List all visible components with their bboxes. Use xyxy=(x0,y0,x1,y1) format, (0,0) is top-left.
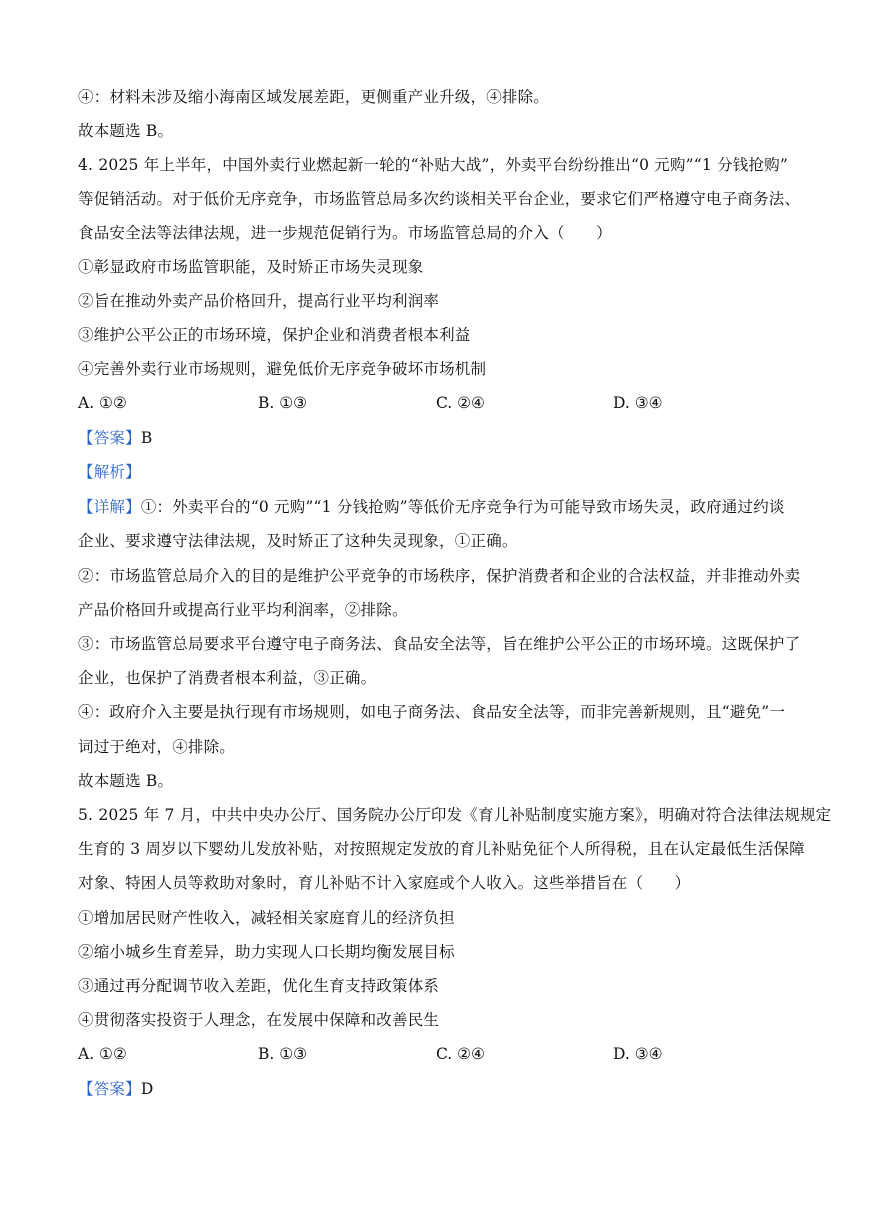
q4-option-b: B. ①③ xyxy=(258,394,308,412)
q5-item-1: ①增加居民财产性收入，减轻相关家庭育儿的经济负担 xyxy=(78,909,455,927)
q4-item-4: ④完善外卖行业市场规则，避免低价无序竞争破坏市场机制 xyxy=(78,360,487,378)
q4-detail-line-2: 企业、要求遵守法律法规，及时矫正了这种失灵现象，①正确。 xyxy=(78,532,518,550)
answer-tag: 【答案】 xyxy=(78,429,141,447)
q3-conclusion: 故本题选 B。 xyxy=(78,122,174,140)
q5-item-2: ②缩小城乡生育差异，助力实现人口长期均衡发展目标 xyxy=(78,943,455,961)
q4-stem-line-2: 等促销活动。对于低价无序竞争，市场监管总局多次约谈相关平台企业，要求它们严格遵守电子商务法、 xyxy=(78,190,801,208)
q4-analysis-heading xyxy=(78,461,141,483)
q4-detail-line-4: 产品价格回升或提高行业平均利润率，②排除。 xyxy=(78,601,408,619)
q4-option-d: D. ③④ xyxy=(613,394,663,412)
answer-value: D xyxy=(140,1080,154,1098)
q4-conclusion: 故本题选 B。 xyxy=(78,772,174,790)
q4-item-2: ②旨在推动外卖产品价格回升，提高行业平均利润率 xyxy=(78,292,440,310)
q4-detail-line-3: ②：市场监管总局介入的目的是维护公平竞争的市场秩序，保护消费者和企业的合法权益，并非推动外卖 xyxy=(78,567,801,585)
answer-value: B xyxy=(140,429,153,447)
q4-answer xyxy=(78,427,152,449)
q3-analysis-line-4: ④：材料未涉及缩小海南区域发展差距，更侧重产业升级，④排除。 xyxy=(78,88,550,106)
q4-item-1: ①彰显政府市场监管职能，及时矫正市场失灵现象 xyxy=(78,258,424,276)
analysis-tag: 【解析】 xyxy=(78,463,141,481)
q5-stem-line-2: 生育的 3 周岁以下婴幼儿发放补贴，对按照规定发放的育儿补贴免征个人所得税，且在认定最低生活保障 xyxy=(78,840,805,858)
q5-option-a: A. ①② xyxy=(78,1045,127,1063)
q4-stem-line-3: 食品安全法等法律法规，进一步规范促销行为。市场监管总局的介入（ ） xyxy=(78,224,612,242)
q5-option-b: B. ①③ xyxy=(258,1045,308,1063)
q4-detail-text-1: ①：外卖平台的“0 元购”“1 分钱抢购”等低价无序竞争行为可能导致市场失灵，政府通过约谈 xyxy=(140,498,785,516)
q4-option-a: A. ①② xyxy=(78,394,127,412)
answer-tag: 【答案】 xyxy=(78,1080,141,1098)
q5-stem-line-1: 5. 2025 年 7 月，中共中央办公厅、国务院办公厅印发《育儿补贴制度实施方案》，明确对符合法律法规规定 xyxy=(78,806,832,824)
q4-detail-line-5: ③：市场监管总局要求平台遵守电子商务法、食品安全法等，旨在维护公平公正的市场环境。这既保护了 xyxy=(78,635,801,653)
q4-item-3: ③维护公平公正的市场环境，保护企业和消费者根本利益 xyxy=(78,326,471,344)
detail-tag: 【详解】 xyxy=(78,498,141,516)
q5-option-d: D. ③④ xyxy=(613,1045,663,1063)
q5-item-4: ④贯彻落实投资于人理念，在发展中保障和改善民生 xyxy=(78,1011,440,1029)
q4-detail-line-8: 词过于绝对，④排除。 xyxy=(78,738,236,756)
q4-detail-line-7: ④：政府介入主要是执行现有市场规则，如电子商务法、食品安全法等，而非完善新规则，且“避免”一 xyxy=(78,703,786,721)
q5-item-3: ③通过再分配调节收入差距，优化生育支持政策体系 xyxy=(78,977,440,995)
q5-stem-line-3: 对象、特困人员等救助对象时，育儿补贴不计入家庭或个人收入。这些举措旨在（ ） xyxy=(78,874,691,892)
q4-detail-line-6: 企业，也保护了消费者根本利益，③正确。 xyxy=(78,669,377,687)
q4-option-c: C. ②④ xyxy=(436,394,485,412)
q4-stem-line-1: 4. 2025 年上半年，中国外卖行业燃起新一轮的“补贴大战”，外卖平台纷纷推出“0 元购”“1 分钱抢购” xyxy=(78,156,789,174)
q5-option-c: C. ②④ xyxy=(436,1045,485,1063)
q4-detail-line-1 xyxy=(78,496,785,518)
q5-answer xyxy=(78,1078,153,1100)
